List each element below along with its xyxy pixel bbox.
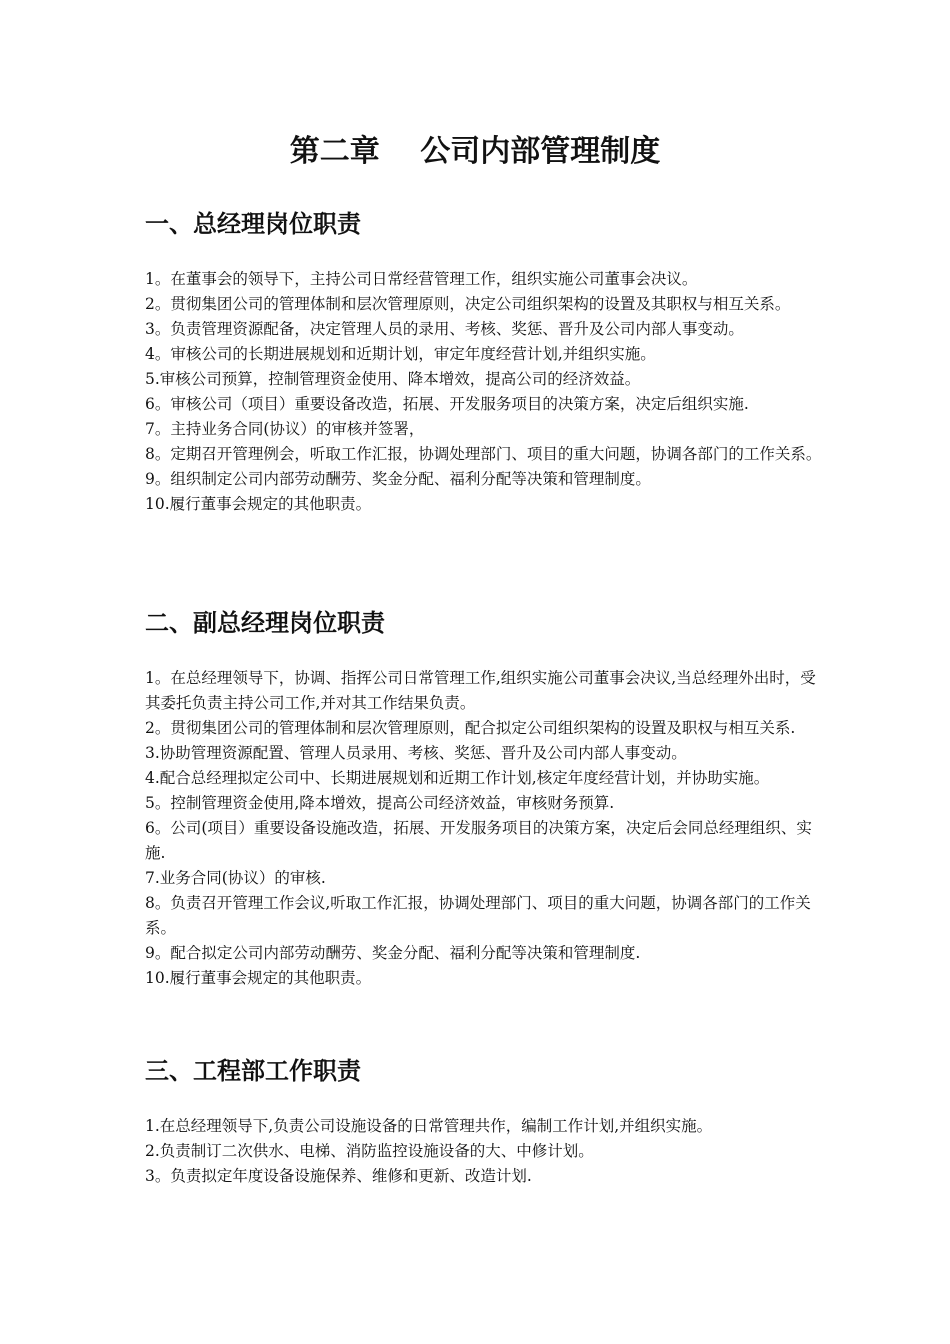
list-item: 4.配合总经理拟定公司中、长期进展规划和近期工作计划,核定年度经营计划，并协助实施。 xyxy=(145,769,770,787)
list-item: 9。组织制定公司内部劳动酬劳、奖金分配、福利分配等决策和管理制度。 xyxy=(145,470,651,488)
list-item: 10.履行董事会规定的其他职责。 xyxy=(145,495,372,513)
section-heading: 三、工程部工作职责 xyxy=(145,1057,361,1085)
section-heading: 二、副总经理岗位职责 xyxy=(145,609,385,637)
list-item: 2。贯彻集团公司的管理体制和层次管理原则，决定公司组织架构的设置及其职权与相互关系。 xyxy=(145,295,791,313)
list-item: 6。公司(项目）重要设备设施改造，拓展、开发服务项目的决策方案，决定后会同总经理组织、实施. xyxy=(145,819,812,862)
list-item: 10.履行董事会规定的其他职责。 xyxy=(145,969,372,987)
list-item: 5.审核公司预算，控制管理资金使用、降本增效，提高公司的经济效益。 xyxy=(145,370,641,388)
section-engineering-department xyxy=(145,1054,825,1189)
list-item: 3.协助管理资源配置、管理人员录用、考核、奖惩、晋升及公司内部人事变动。 xyxy=(145,744,687,762)
list-item: 2。贯彻集团公司的管理体制和层次管理原则，配合拟定公司组织架构的设置及职权与相互关系. xyxy=(145,719,796,737)
section-heading: 一、总经理岗位职责 xyxy=(145,210,361,238)
section-deputy-general-manager xyxy=(145,606,825,991)
list-item: 1。在董事会的领导下，主持公司日常经营管理工作，组织实施公司董事会决议。 xyxy=(145,270,698,288)
page-title: 第二章 公司内部管理制度 xyxy=(289,134,661,169)
list-item: 5。控制管理资金使用,降本增效，提高公司经济效益，审核财务预算. xyxy=(145,794,615,812)
list-item: 3。负责管理资源配备，决定管理人员的录用、考核、奖惩、晋升及公司内部人事变动。 xyxy=(145,320,744,338)
list-item: 7.业务合同(协议）的审核. xyxy=(145,869,326,887)
list-item: 3。负责拟定年度设备设施保养、维修和更新、改造计划. xyxy=(145,1167,532,1185)
list-item: 2.负责制订二次供水、电梯、消防监控设施设备的大、中修计划。 xyxy=(145,1142,594,1160)
list-item: 8。负责召开管理工作会议,听取工作汇报，协调处理部门、项目的重大问题，协调各部门的工作关系。 xyxy=(145,894,811,937)
list-item: 8。定期召开管理例会，听取工作汇报，协调处理部门、项目的重大问题，协调各部门的工作关系。 xyxy=(145,445,822,463)
list-item: 1。在总经理领导下，协调、指挥公司日常管理工作,组织实施公司董事会决议,当总经理外出时，受其委托负责主持公司工作,并对其工作结果负责。 xyxy=(145,669,816,712)
list-item: 1.在总经理领导下,负责公司设施设备的日常管理共作，编制工作计划,并组织实施。 xyxy=(145,1117,713,1135)
section-general-manager xyxy=(145,207,825,517)
list-item: 9。配合拟定公司内部劳动酬劳、奖金分配、福利分配等决策和管理制度. xyxy=(145,944,641,962)
list-item: 7。主持业务合同(协议）的审核并签署， xyxy=(145,420,425,438)
list-item: 4。审核公司的长期进展规划和近期计划，审定年度经营计划,并组织实施。 xyxy=(145,345,656,363)
list-item: 6。审核公司（项目）重要设备改造，拓展、开发服务项目的决策方案，决定后组织实施. xyxy=(145,395,749,413)
